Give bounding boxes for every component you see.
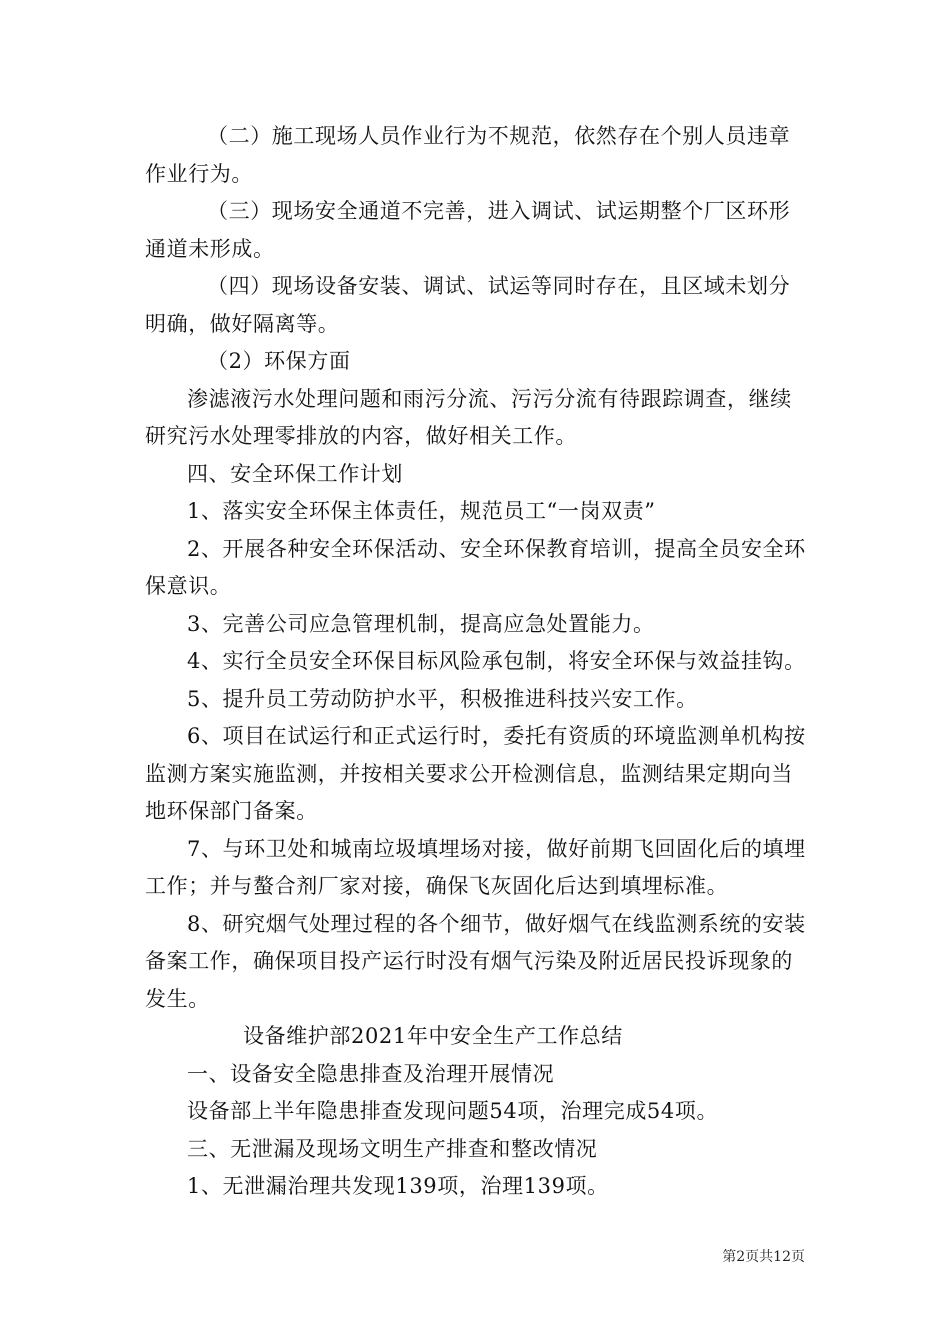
section-title: 设备维护部2021年中安全生产工作总结 bbox=[243, 1024, 623, 1048]
paragraph-leachate: 渗滤液污水处理问题和雨污分流、污污分流有待跟踪调查，继续研究污水处理零排放的内容，做好相关工作。 bbox=[145, 386, 792, 448]
heading-leak-check: 三、无泄漏及现场文明生产排查和整改情况 bbox=[187, 1136, 598, 1161]
document-body bbox=[145, 118, 810, 1206]
heading-hazard-check: 一、设备安全隐患排查及治理开展情况 bbox=[187, 1061, 555, 1086]
plan-item-5: 5、提升员工劳动防护水平，积极推进科技兴安工作。 bbox=[187, 686, 698, 711]
plan-item-8: 8、研究烟气处理过程的各个细节，做好烟气在线监测系统的安装备案工作，确保项目投产运行时没有烟气污染及附近居民投诉现象的发生。 bbox=[145, 911, 806, 1011]
plan-item-4: 4、实行全员安全环保目标风险承包制，将安全环保与效益挂钩。 bbox=[187, 649, 806, 673]
paragraph-leak-count: 1、无泄漏治理共发现139项，治理139项。 bbox=[187, 1174, 609, 1198]
paragraph-issue-2: （二）施工现场人员作业行为不规范，依然存在个别人员违章作业行为。 bbox=[145, 124, 791, 186]
plan-item-7: 7、与环卫处和城南垃圾填埋场对接，做好前期飞回固化后的填埋工作；并与螯合剂厂家对接，确保飞灰固化后达到填埋标准。 bbox=[145, 836, 806, 898]
heading-work-plan: 四、安全环保工作计划 bbox=[187, 461, 403, 486]
paragraph-issue-3: （三）现场安全通道不完善，进入调试、试运期整个厂区环形通道未形成。 bbox=[145, 199, 791, 261]
paragraph-issue-4: （四）现场设备安装、调试、试运等同时存在，且区域未划分明确，做好隔离等。 bbox=[145, 274, 791, 336]
plan-item-3: 3、完善公司应急管理机制，提高应急处置能力。 bbox=[187, 611, 655, 636]
subheading-environmental: （2）环保方面 bbox=[207, 349, 351, 373]
page-number-footer: 第2页共12页 bbox=[722, 1249, 805, 1265]
plan-item-1: 1、落实安全环保主体责任，规范员工“一岗双责” bbox=[187, 499, 656, 523]
plan-item-2: 2、开展各种安全环保活动、安全环保教育培训，提高全员安全环保意识。 bbox=[145, 536, 806, 598]
paragraph-hazard-count: 设备部上半年隐患排查发现问题54项，治理完成54项。 bbox=[187, 1099, 719, 1123]
plan-item-6: 6、项目在试运行和正式运行时，委托有资质的环境监测单机构按监测方案实施监测，并按相关要求公开检测信息，监测结果定期向当地环保部门备案。 bbox=[145, 724, 806, 823]
